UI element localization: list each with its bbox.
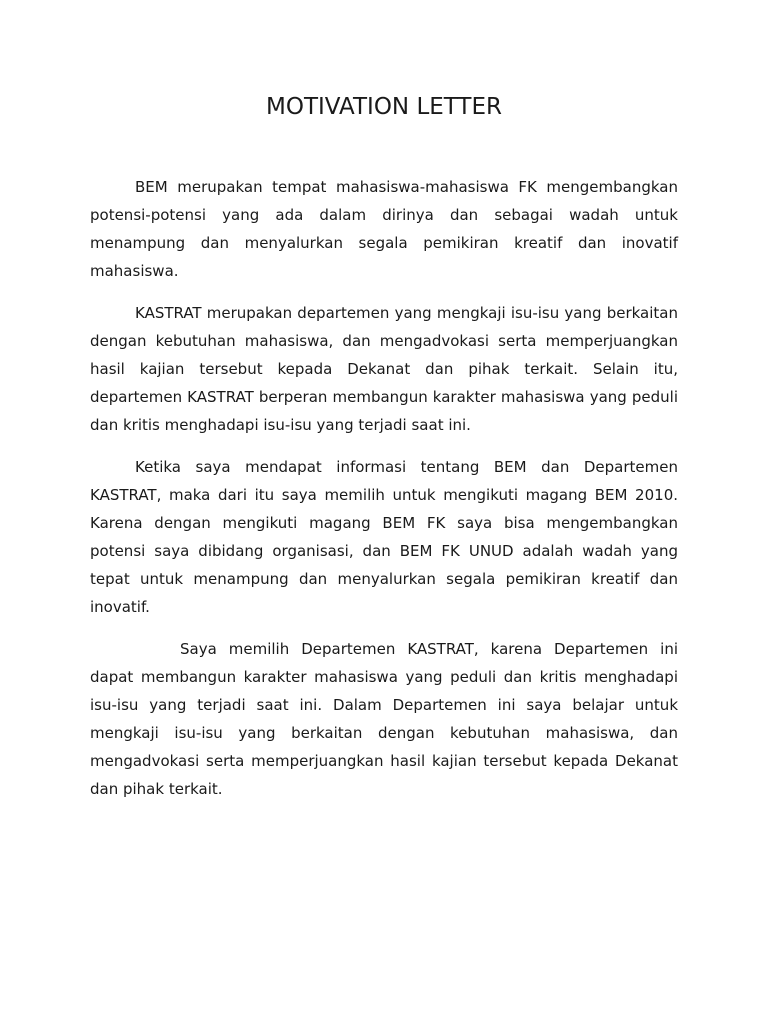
paragraph-1: BEM merupakan tempat mahasiswa-mahasiswa FK mengembangkan potensi-potensi yang ada dalam dirinya dan sebagai wadah untuk menampung dan menyalurkan segala pemikiran kreatif dan inovatif mahasiswa. bbox=[90, 178, 678, 280]
paragraph-3: Ketika saya mendapat informasi tentang BEM dan Departemen KASTRAT, maka dari itu saya memilih untuk mengikuti magang BEM 2010. Karena dengan mengikuti magang BEM FK saya bisa mengembangkan potensi saya dibidang organisasi, dan BEM FK UNUD adalah wadah yang tepat untuk menampung dan menyalurkan segala pemikiran kreatif dan inovatif. bbox=[90, 458, 678, 616]
document-body bbox=[90, 173, 678, 817]
paragraph-2: KASTRAT merupakan departemen yang mengkaji isu-isu yang berkaitan dengan kebutuhan mahasiswa, dan mengadvokasi serta memperjuangkan hasil kajian tersebut kepada Dekanat dan pihak terkait. Selain itu, departemen KASTRAT berperan membangun karakter mahasiswa yang peduli dan kritis menghadapi isu-isu yang terjadi saat ini. bbox=[90, 304, 678, 434]
paragraph-4: Saya memilih Departemen KASTRAT, karena Departemen ini dapat membangun karakter mahasiswa yang peduli dan kritis menghadapi isu-isu yang terjadi saat ini. Dalam Departemen ini saya belajar untuk mengkaji isu-isu yang berkaitan dengan kebutuhan mahasiswa, dan mengadvokasi serta memperjuangkan hasil kajian tersebut kepada Dekanat dan pihak terkait. bbox=[90, 640, 678, 798]
document-title: MOTIVATION LETTER bbox=[266, 94, 502, 120]
